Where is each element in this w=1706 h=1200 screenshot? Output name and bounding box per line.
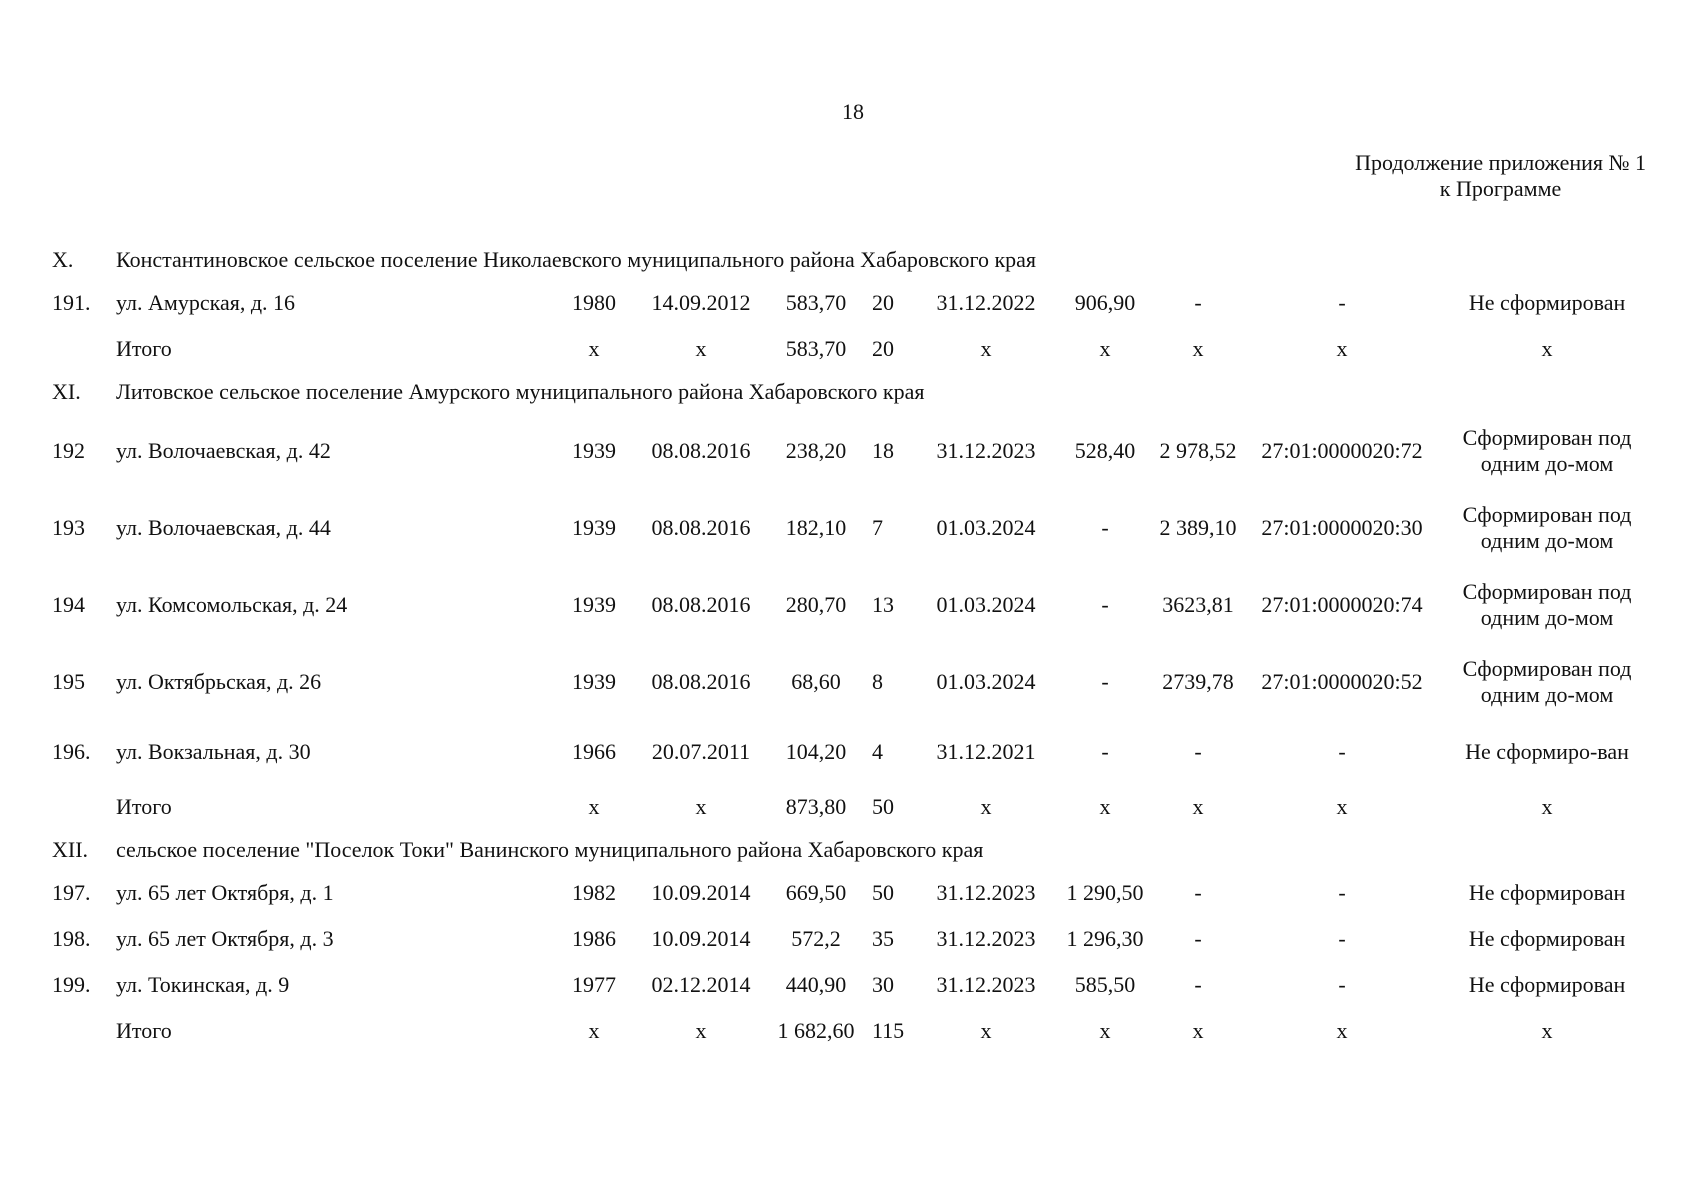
total-number (52, 326, 112, 372)
row-year: 1939 (572, 514, 616, 540)
row-date: 08.08.2016 (651, 437, 751, 463)
appendix-line-2: к Программе (1439, 176, 1562, 202)
row-planned: 1 290,50 (1066, 880, 1144, 906)
row-number: 194 (52, 591, 85, 617)
row-area: 572,2 (791, 926, 841, 952)
row-people: 8 (872, 668, 883, 694)
row-year: 1986 (572, 926, 616, 952)
row-date: 14.09.2012 (651, 290, 751, 316)
total-date: х (695, 794, 707, 820)
total-row (52, 1008, 1652, 1054)
row-number: 193 (52, 514, 85, 540)
total-people: 50 (872, 794, 894, 820)
table-row (52, 280, 1652, 326)
row-cadastral: 27:01:0000020:72 (1261, 437, 1423, 463)
row-land-area: - (1194, 926, 1202, 952)
total-area: 583,70 (785, 336, 847, 362)
row-cadastral: - (1338, 739, 1346, 765)
row-cadastral: - (1338, 880, 1346, 906)
row-status: Не сформирован (1468, 290, 1626, 316)
row-relocation-date: 31.12.2022 (936, 290, 1036, 316)
row-planned: - (1101, 514, 1109, 540)
row-address: ул. Волочаевская, д. 44 (116, 514, 331, 540)
housing-register-table (52, 240, 1652, 1054)
total-label: Итого (116, 1018, 172, 1044)
row-date: 08.08.2016 (651, 591, 751, 617)
section-number: XI. (52, 379, 81, 405)
row-number: 199. (52, 972, 91, 998)
row-area: 238,20 (785, 437, 847, 463)
row-cadastral: - (1338, 972, 1346, 998)
total-cadastral: х (1336, 336, 1348, 362)
row-area: 440,90 (785, 972, 847, 998)
row-planned: 1 296,30 (1066, 926, 1144, 952)
row-year: 1939 (572, 668, 616, 694)
row-status: Не сформирован (1468, 880, 1626, 906)
total-people: 115 (872, 1018, 905, 1044)
table-row (52, 720, 1652, 784)
row-relocation-date: 01.03.2024 (936, 668, 1036, 694)
row-land-area: 3623,81 (1162, 591, 1234, 617)
total-planned: х (1099, 794, 1111, 820)
row-year: 1939 (572, 591, 616, 617)
table-body (52, 240, 1652, 1054)
appendix-line-1: Продолжение приложения № 1 (1355, 150, 1646, 175)
row-relocation-date: 31.12.2021 (936, 739, 1036, 765)
row-people: 13 (872, 591, 894, 617)
row-people: 20 (872, 290, 894, 316)
row-land-area: - (1194, 739, 1202, 765)
row-area: 104,20 (785, 739, 847, 765)
section-title: сельское поселение "Поселок Токи" Ванинского муниципального района Хабаровского края (116, 837, 984, 863)
row-address: ул. 65 лет Октября, д. 1 (116, 880, 334, 906)
total-relocation-date: х (980, 1018, 992, 1044)
row-people: 7 (872, 514, 883, 540)
total-land-area: х (1192, 336, 1204, 362)
row-address: ул. Октябрьская, д. 26 (116, 668, 322, 694)
total-land-area: х (1192, 1018, 1204, 1044)
row-land-area: 2 978,52 (1159, 437, 1237, 463)
total-cadastral: х (1336, 1018, 1348, 1044)
row-address: ул. Волочаевская, д. 42 (116, 437, 331, 463)
row-people: 50 (872, 880, 894, 906)
row-relocation-date: 31.12.2023 (936, 437, 1036, 463)
section-number: X. (52, 247, 74, 273)
row-status: Сформирован под одним до-мом (1462, 656, 1632, 707)
row-planned: 528,40 (1074, 437, 1136, 463)
total-planned: х (1099, 336, 1111, 362)
total-cadastral: х (1336, 794, 1348, 820)
row-year: 1977 (572, 972, 616, 998)
row-planned: - (1101, 668, 1109, 694)
table-row (52, 566, 1652, 643)
row-address: ул. Амурская, д. 16 (116, 290, 296, 316)
row-cadastral: 27:01:0000020:30 (1261, 514, 1423, 540)
page-number: 18 (842, 99, 864, 124)
row-date: 02.12.2014 (651, 972, 751, 998)
row-number: 197. (52, 880, 91, 906)
row-number: 191. (52, 290, 91, 316)
row-cadastral: - (1338, 926, 1346, 952)
total-date: х (695, 336, 707, 362)
total-status: х (1541, 794, 1553, 820)
row-relocation-date: 01.03.2024 (936, 514, 1036, 540)
total-area: 1 682,60 (777, 1018, 855, 1044)
row-relocation-date: 01.03.2024 (936, 591, 1036, 617)
row-date: 20.07.2011 (651, 739, 751, 765)
row-land-area: 2739,78 (1162, 668, 1234, 694)
row-number: 195 (52, 668, 85, 694)
row-date: 08.08.2016 (651, 668, 751, 694)
row-status: Не сформиро-ван (1465, 739, 1629, 765)
total-status: х (1541, 336, 1553, 362)
total-relocation-date: х (980, 336, 992, 362)
row-status: Не сформирован (1468, 972, 1626, 998)
section-header (52, 372, 1652, 412)
row-address: ул. Комсомольская, д. 24 (116, 591, 348, 617)
row-year: 1966 (572, 739, 616, 765)
total-number (52, 784, 112, 830)
table-row (52, 962, 1652, 1008)
total-planned: х (1099, 1018, 1111, 1044)
row-year: 1980 (572, 290, 616, 316)
row-cadastral: 27:01:0000020:74 (1261, 591, 1423, 617)
row-area: 182,10 (785, 514, 847, 540)
row-land-area: - (1194, 290, 1202, 316)
section-title: Литовское сельское поселение Амурского муниципального района Хабаровского края (116, 379, 925, 405)
row-people: 4 (872, 739, 883, 765)
row-number: 198. (52, 926, 91, 952)
total-year: х (588, 794, 600, 820)
total-date: х (695, 1018, 707, 1044)
row-status: Сформирован под одним до-мом (1462, 579, 1632, 630)
row-date: 10.09.2014 (651, 880, 751, 906)
row-address: ул. 65 лет Октября, д. 3 (116, 926, 334, 952)
row-planned: 585,50 (1074, 972, 1136, 998)
row-year: 1982 (572, 880, 616, 906)
row-cadastral: 27:01:0000020:52 (1261, 668, 1423, 694)
row-address: ул. Токинская, д. 9 (116, 972, 290, 998)
row-relocation-date: 31.12.2023 (936, 926, 1036, 952)
row-date: 08.08.2016 (651, 514, 751, 540)
total-year: х (588, 336, 600, 362)
row-planned: - (1101, 739, 1109, 765)
row-people: 35 (872, 926, 894, 952)
row-relocation-date: 31.12.2023 (936, 880, 1036, 906)
total-people: 20 (872, 336, 894, 362)
section-number: XII. (52, 837, 89, 863)
total-area: 873,80 (785, 794, 847, 820)
row-address: ул. Вокзальная, д. 30 (116, 739, 311, 765)
total-relocation-date: х (980, 794, 992, 820)
total-year: х (588, 1018, 600, 1044)
row-area: 280,70 (785, 591, 847, 617)
section-title: Константиновское сельское поселение Николаевского муниципального района Хабаровского края (116, 247, 1037, 273)
table-row (52, 916, 1652, 962)
table-row (52, 870, 1652, 916)
total-number (52, 1008, 112, 1054)
row-cadastral: - (1338, 290, 1346, 316)
total-row (52, 326, 1652, 372)
section-header (52, 830, 1652, 870)
row-status: Сформирован под одним до-мом (1462, 502, 1632, 553)
total-status: х (1541, 1018, 1553, 1044)
row-date: 10.09.2014 (651, 926, 751, 952)
row-year: 1939 (572, 437, 616, 463)
table-row (52, 643, 1652, 720)
row-area: 583,70 (785, 290, 847, 316)
row-area: 669,50 (785, 880, 847, 906)
section-header (52, 240, 1652, 280)
row-area: 68,60 (791, 668, 841, 694)
row-people: 18 (872, 437, 894, 463)
table-row (52, 412, 1652, 489)
row-planned: 906,90 (1074, 290, 1136, 316)
row-land-area: - (1194, 880, 1202, 906)
row-people: 30 (872, 972, 894, 998)
row-planned: - (1101, 591, 1109, 617)
appendix-note (1355, 150, 1646, 203)
table-row (52, 489, 1652, 566)
total-label: Итого (116, 336, 172, 362)
row-relocation-date: 31.12.2023 (936, 972, 1036, 998)
row-number: 192 (52, 437, 85, 463)
row-status: Сформирован под одним до-мом (1462, 425, 1632, 476)
row-land-area: - (1194, 972, 1202, 998)
row-status: Не сформирован (1468, 926, 1626, 952)
row-number: 196. (52, 739, 91, 765)
total-row (52, 784, 1652, 830)
row-land-area: 2 389,10 (1159, 514, 1237, 540)
total-label: Итого (116, 794, 172, 820)
total-land-area: х (1192, 794, 1204, 820)
